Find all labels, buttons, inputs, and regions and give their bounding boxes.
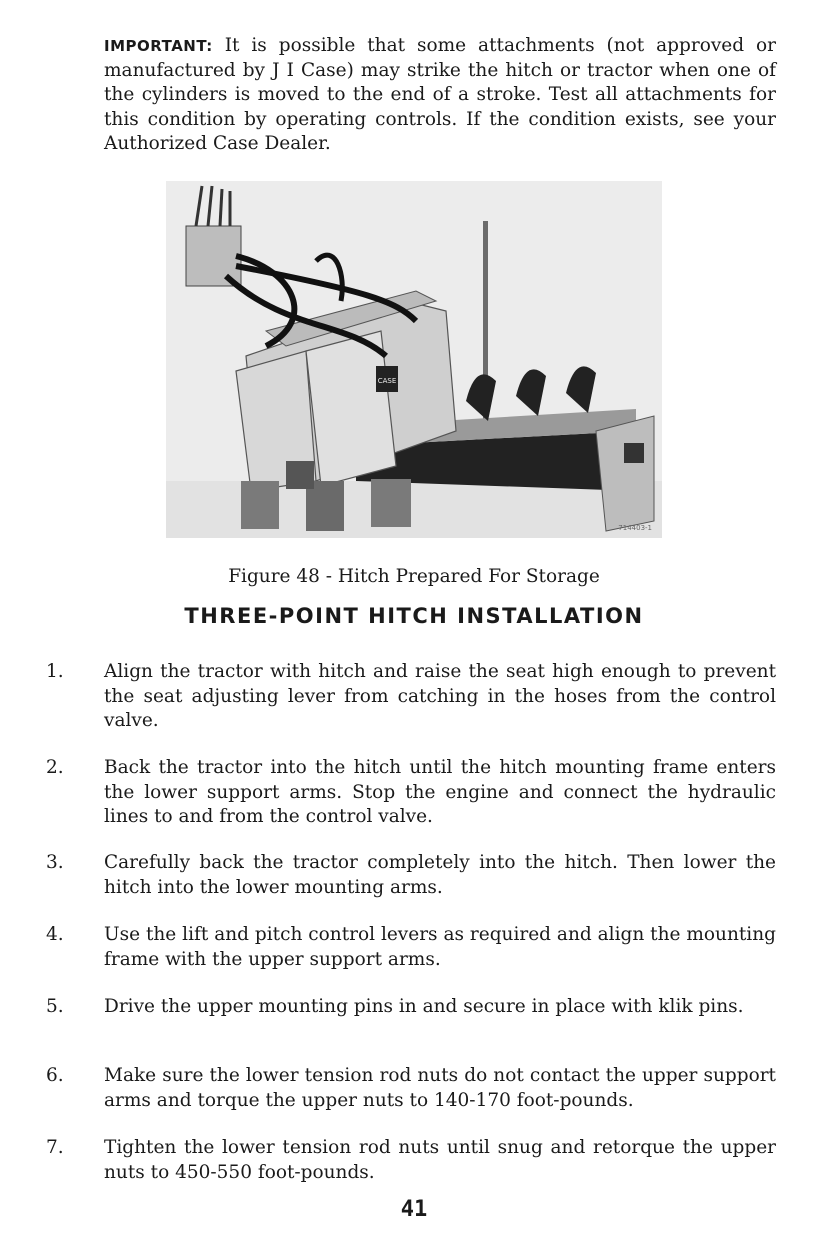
important-note xyxy=(104,34,776,157)
figure-code: 714403-1 xyxy=(618,524,652,532)
step-number: 4. xyxy=(46,924,64,945)
page-number: 41 xyxy=(400,1197,428,1222)
step-number: 3. xyxy=(46,852,64,873)
step-text: Use the lift and pitch control levers as required and align the mounting frame with the upper support arms. xyxy=(104,924,776,970)
step-text: Carefully back the tractor completely into the hitch. Then lower the hitch into the lower mounting arms. xyxy=(104,852,776,898)
step-text: Back the tractor into the hitch until the hitch mounting frame enters the lower support arms. Stop the engine and connect the hydraulic lines to and from the control valve. xyxy=(104,757,776,827)
step-text: Tighten the lower tension rod nuts until snug and retorque the upper nuts to 450-550 foot-pounds. xyxy=(104,1137,776,1183)
step-number: 7. xyxy=(46,1137,64,1158)
section-heading: THREE-POINT HITCH INSTALLATION xyxy=(184,604,644,628)
step-number: 1. xyxy=(46,661,64,682)
step-number: 5. xyxy=(46,996,64,1017)
brand-decal: CASE xyxy=(377,377,397,385)
hitch-illustration xyxy=(166,181,662,538)
hitch-storage-photo xyxy=(166,181,662,538)
important-label: IMPORTANT: xyxy=(104,37,213,55)
step-text: Align the tractor with hitch and raise the seat high enough to prevent the seat adjusting lever from catching in the hoses from the control valve. xyxy=(104,661,776,731)
step-number: 2. xyxy=(46,757,64,778)
important-text: It is possible that some attachments (not approved or manufactured by J I Case) may strike the hitch or tractor when one of the cylinders is moved to the end of a stroke. Test all attachments for this condition by operating controls. If the condition exists, see your Authorized Case Dealer. xyxy=(104,35,776,154)
figure-caption: Figure 48 - Hitch Prepared For Storage xyxy=(228,566,600,587)
step-text: Make sure the lower tension rod nuts do not contact the upper support arms and torque the upper nuts to 140-170 foot-pounds. xyxy=(104,1065,776,1111)
step-text: Drive the upper mounting pins in and secure in place with klik pins. xyxy=(104,996,744,1017)
step-number: 6. xyxy=(46,1065,64,1086)
